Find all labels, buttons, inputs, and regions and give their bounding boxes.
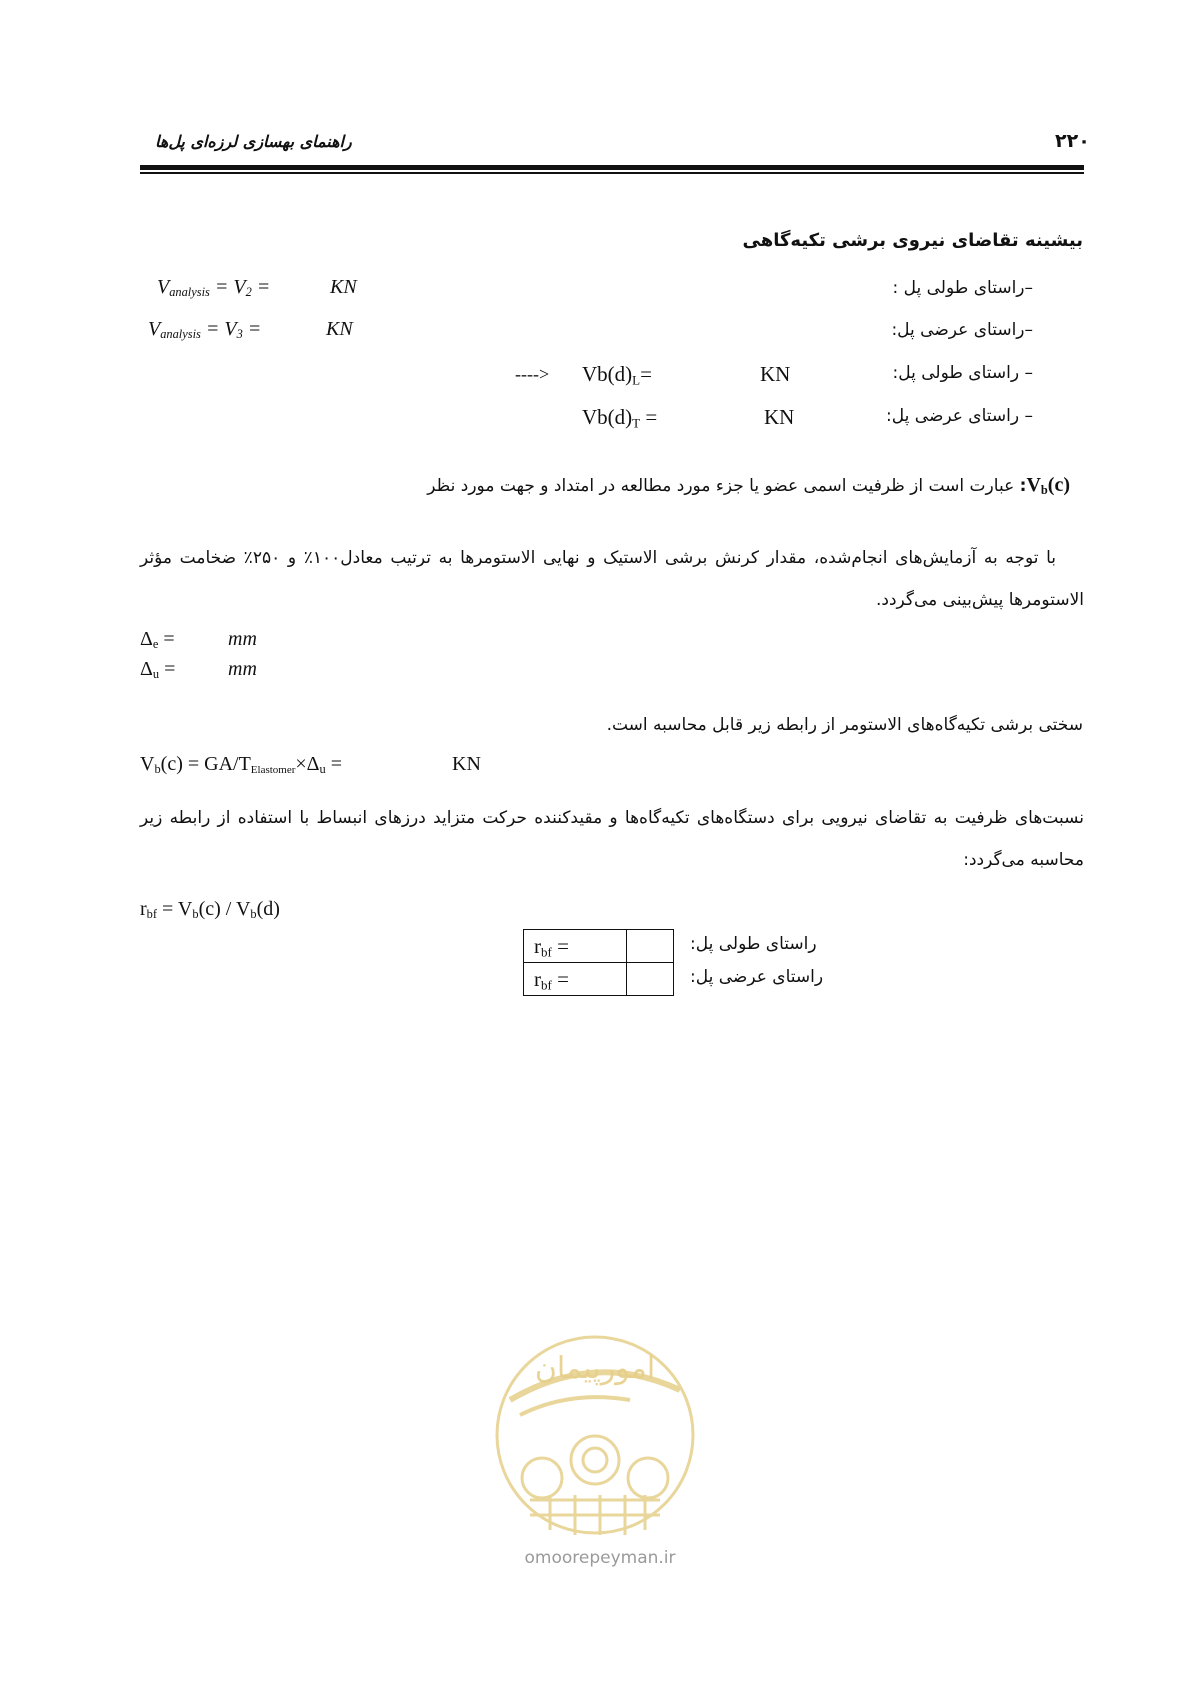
logo-text: امورپیمان — [534, 1351, 656, 1386]
v-subscript: analysis — [169, 285, 210, 300]
section-heading: بیشینه تقاضای نیروی برشی تکیه‌گاهی — [742, 230, 1083, 251]
eq: = — [551, 933, 569, 958]
delta-subscript: e — [152, 637, 159, 652]
fs2: Elastomer — [250, 763, 296, 776]
vbc-main: V — [1026, 474, 1041, 496]
table-row — [524, 930, 674, 963]
vbc-definition — [427, 474, 1070, 497]
rp2: = V — [157, 898, 193, 920]
rs3: b — [250, 907, 257, 922]
r: r — [534, 933, 541, 958]
r-sub: bf — [541, 976, 552, 992]
equals: = — [242, 318, 262, 340]
equals: = — [251, 276, 271, 298]
rbf-formula — [140, 898, 280, 921]
rhs-subscript: 2 — [245, 285, 252, 300]
fs3: u — [319, 762, 326, 777]
r: r — [534, 966, 541, 991]
watermark-logo-icon — [490, 1330, 700, 1540]
vbc-subscript: b — [1040, 483, 1048, 498]
delta-symbol: Δ — [140, 658, 153, 680]
fp2: (c) = GA/T — [160, 753, 251, 775]
rhs: = V — [200, 318, 237, 340]
paragraph-ratio: نسبت‌های ظرفیت به تقاضای نیرویی برای دستگاه‌های تکیه‌گاه‌ها و مقیدکننده حرکت متزاید درزهای انبساط با استفاده از رابطه زیر محاسبه می‌گردد: — [140, 808, 1084, 870]
delta-e — [140, 628, 175, 651]
rbf-cell-value[interactable] — [627, 930, 674, 963]
rbf-row1-label: راستای طولی پل: — [690, 934, 817, 954]
vbc-symbol — [1026, 474, 1070, 496]
delta-u-unit: mm — [228, 658, 257, 680]
v-symbol: V — [148, 318, 161, 340]
arrow-symbol: ----> — [515, 364, 550, 384]
table-row — [524, 963, 674, 996]
vbd-longitudinal-unit: KN — [760, 362, 791, 386]
header-rule-thick — [140, 165, 1084, 170]
rp3: (c) / V — [198, 898, 251, 920]
running-title: راهنمای بهسازی لرزه‌ای پل‌ها — [155, 132, 352, 151]
vbd-main: Vb(d) — [582, 362, 633, 386]
eq: = — [551, 966, 569, 991]
rbf-cell-value[interactable] — [627, 963, 674, 996]
equals: = — [640, 405, 658, 429]
vbc-text: عبارت است از ظرفیت اسمی عضو یا جزء مورد مطالعه در امتداد و جهت مورد نظر — [427, 476, 1020, 496]
r-sub: bf — [541, 943, 552, 959]
rbf-table — [523, 929, 674, 996]
rhs: = V — [209, 276, 246, 298]
analysis-row2-label: –راستای عرضی پل: — [891, 320, 1033, 340]
rp4: (d) — [256, 898, 280, 920]
rp1: r — [140, 898, 147, 920]
vbd-longitudinal — [582, 362, 652, 387]
vbd-subscript: L — [632, 372, 641, 388]
rbf-row2-label: راستای عرضی پل: — [690, 967, 824, 987]
rbf-cell-label — [524, 930, 627, 963]
delta-u — [140, 658, 175, 681]
vbd-main: Vb(d) — [582, 405, 633, 429]
header-rule-thin — [140, 172, 1084, 174]
delta-e-unit: mm — [228, 628, 257, 650]
vbc-colon: : — [1019, 476, 1027, 496]
vbd-transverse — [582, 405, 657, 430]
fp3: ×Δ — [295, 753, 320, 775]
watermark-site: omoorepeyman.ir — [524, 1548, 676, 1568]
paragraph-strain: با توجه به آزمایش‌های انجام‌شده، مقدار کرنش برشی الاستیک و نهایی الاستومرها به ترتیب معادل۱۰۰٪ و ۲۵۰٪ ضخامت مؤثر الاستومرها پیش‌بینی می‌گردد. — [140, 548, 1084, 610]
vbc-formula — [140, 753, 342, 776]
rhs-subscript: 3 — [236, 327, 243, 342]
rbf-cell-label — [524, 963, 627, 996]
rs1: bf — [146, 907, 157, 922]
vbc-formula-unit: KN — [452, 753, 481, 775]
analysis-row1-formula — [157, 276, 270, 299]
analysis-row1-unit: KN — [330, 276, 357, 298]
equals: = — [640, 362, 652, 386]
fp1: V — [140, 753, 155, 775]
analysis-row1-label: –راستای طولی پل : — [892, 278, 1033, 298]
stiffness-text: سختی برشی تکیه‌گاه‌های الاستومر از رابطه زیر قابل محاسبه است. — [606, 715, 1083, 735]
delta-symbol: Δ — [140, 628, 153, 650]
v-subscript: analysis — [160, 327, 201, 342]
vbc-rest: (c) — [1047, 474, 1070, 496]
analysis-row2-formula — [148, 318, 261, 341]
analysis-row2-unit: KN — [326, 318, 353, 340]
vbd-transverse-unit: KN — [764, 405, 795, 429]
vbd-longitudinal-label: – راستای طولی پل: — [892, 363, 1033, 383]
vbd-subscript: T — [632, 415, 641, 431]
page-number: ۲۲۰ — [1055, 130, 1090, 152]
fs1: b — [154, 762, 161, 777]
delta-subscript: u — [152, 667, 160, 682]
vbd-transverse-label: – راستای عرضی پل: — [886, 406, 1033, 426]
fp4: = — [325, 753, 343, 775]
v-symbol: V — [157, 276, 170, 298]
rs2: b — [192, 907, 199, 922]
equals: = — [159, 658, 176, 680]
equals: = — [158, 628, 175, 650]
